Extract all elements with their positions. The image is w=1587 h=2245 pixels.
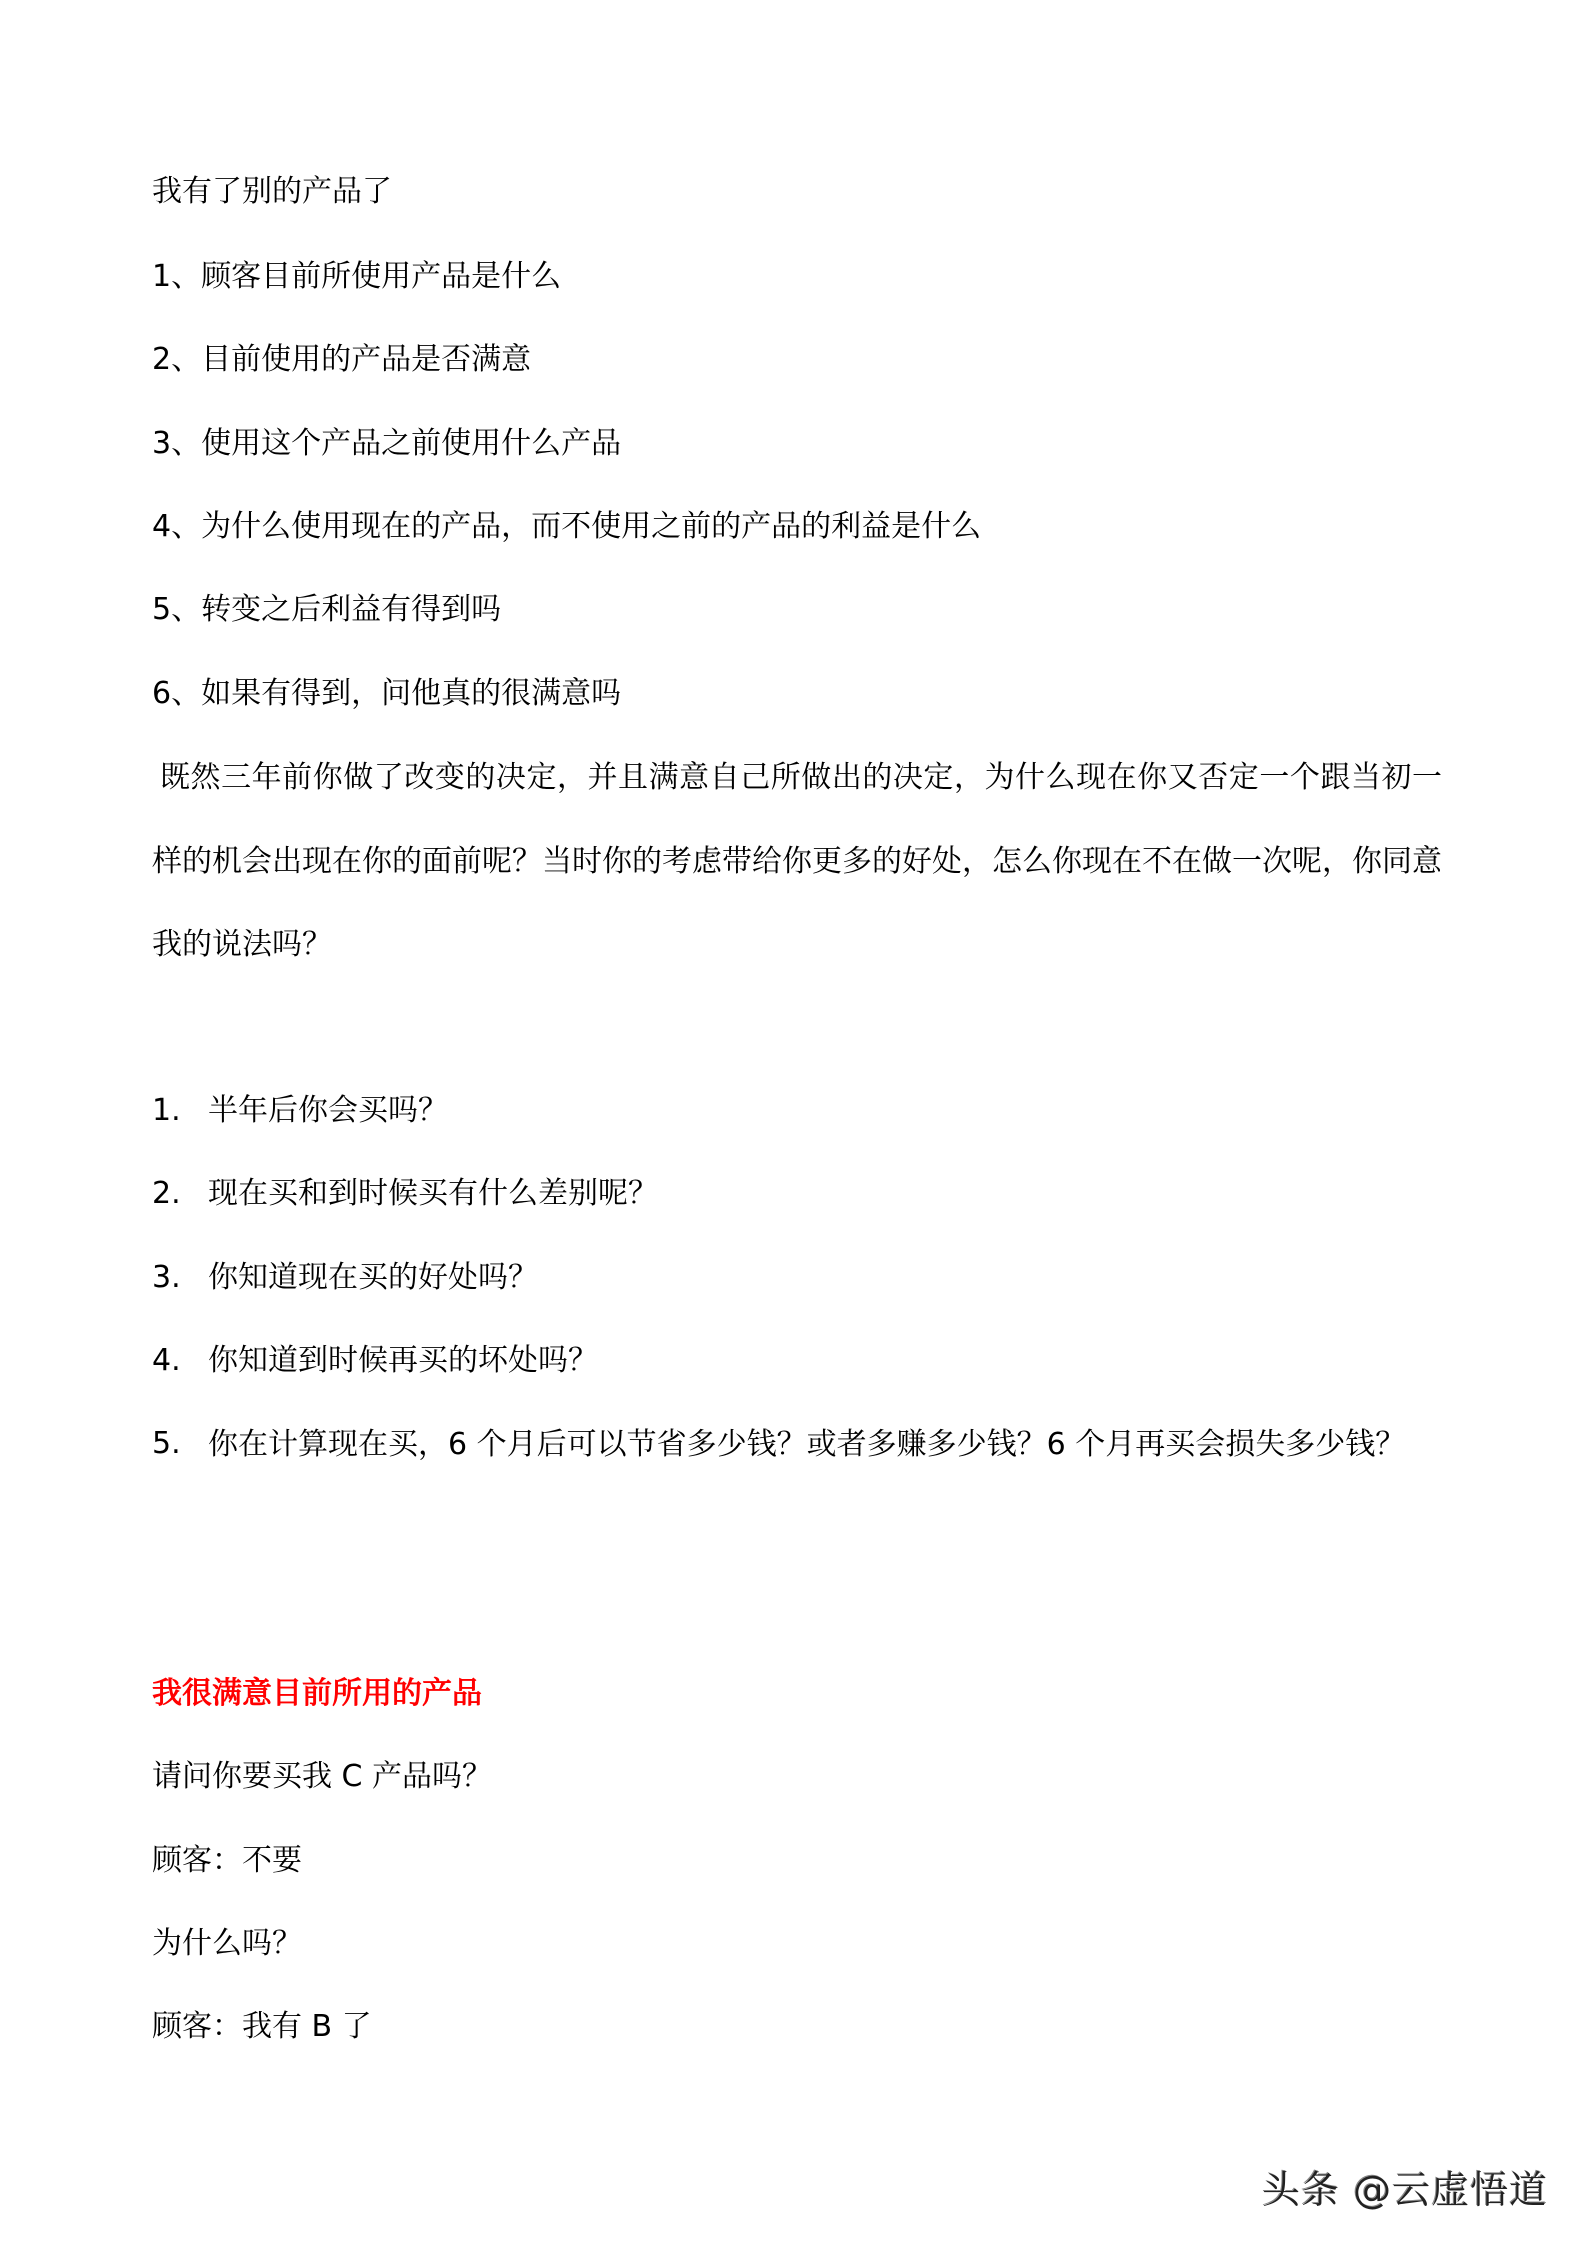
section-title: 我有了别的产品了 bbox=[152, 174, 392, 209]
question-item-6: 6、如果有得到，问他真的很满意吗 bbox=[152, 676, 622, 711]
dialogue-line: 顾客：我有 B 了 bbox=[152, 2009, 372, 2044]
question-item-3: 3、使用这个产品之前使用什么产品 bbox=[152, 426, 622, 461]
list-number: 5. bbox=[152, 1426, 181, 1461]
list-number: 3. bbox=[152, 1260, 181, 1295]
dialogue-line: 请问你要买我 C 产品吗？ bbox=[152, 1759, 493, 1794]
list-number: 2. bbox=[152, 1176, 181, 1211]
dialogue-line: 顾客：不要 bbox=[152, 1843, 302, 1878]
list-text: 你知道现在买的好处吗？ bbox=[208, 1260, 538, 1295]
list-number: 4. bbox=[152, 1343, 181, 1378]
list-text: 你知道到时候再买的坏处吗？ bbox=[208, 1343, 598, 1378]
list-item bbox=[152, 1403, 1442, 1487]
watermark: 头条 @云虚悟道 bbox=[1262, 2168, 1549, 2212]
list-number: 1. bbox=[152, 1093, 181, 1128]
argument-paragraph: 既然三年前你做了改变的决定，并且满意自己所做出的决定，为什么现在你又否定一个跟当初一样的机会出现在你的面前呢？当时你的考虑带给你更多的好处，怎么你现在不在做一次呢，你同意我的说法吗？ bbox=[152, 760, 1442, 962]
question-item-5: 5、转变之后利益有得到吗 bbox=[152, 592, 502, 627]
dialogue-line: 为什么吗？ bbox=[152, 1926, 302, 1961]
question-item-2: 2、目前使用的产品是否满意 bbox=[152, 342, 532, 377]
list-text: 半年后你会买吗？ bbox=[208, 1093, 448, 1128]
question-item-4: 4、为什么使用现在的产品，而不使用之前的产品的利益是什么 bbox=[152, 509, 982, 544]
question-item-1: 1、顾客目前所使用产品是什么 bbox=[152, 259, 562, 294]
list-text: 你在计算现在买，6 个月后可以节省多少钱？或者多赚多少钱？6 个月再买会损失多少钱？ bbox=[208, 1427, 1406, 1462]
section-heading: 我很满意目前所用的产品 bbox=[152, 1676, 482, 1711]
list-text: 现在买和到时候买有什么差别呢？ bbox=[208, 1176, 658, 1211]
